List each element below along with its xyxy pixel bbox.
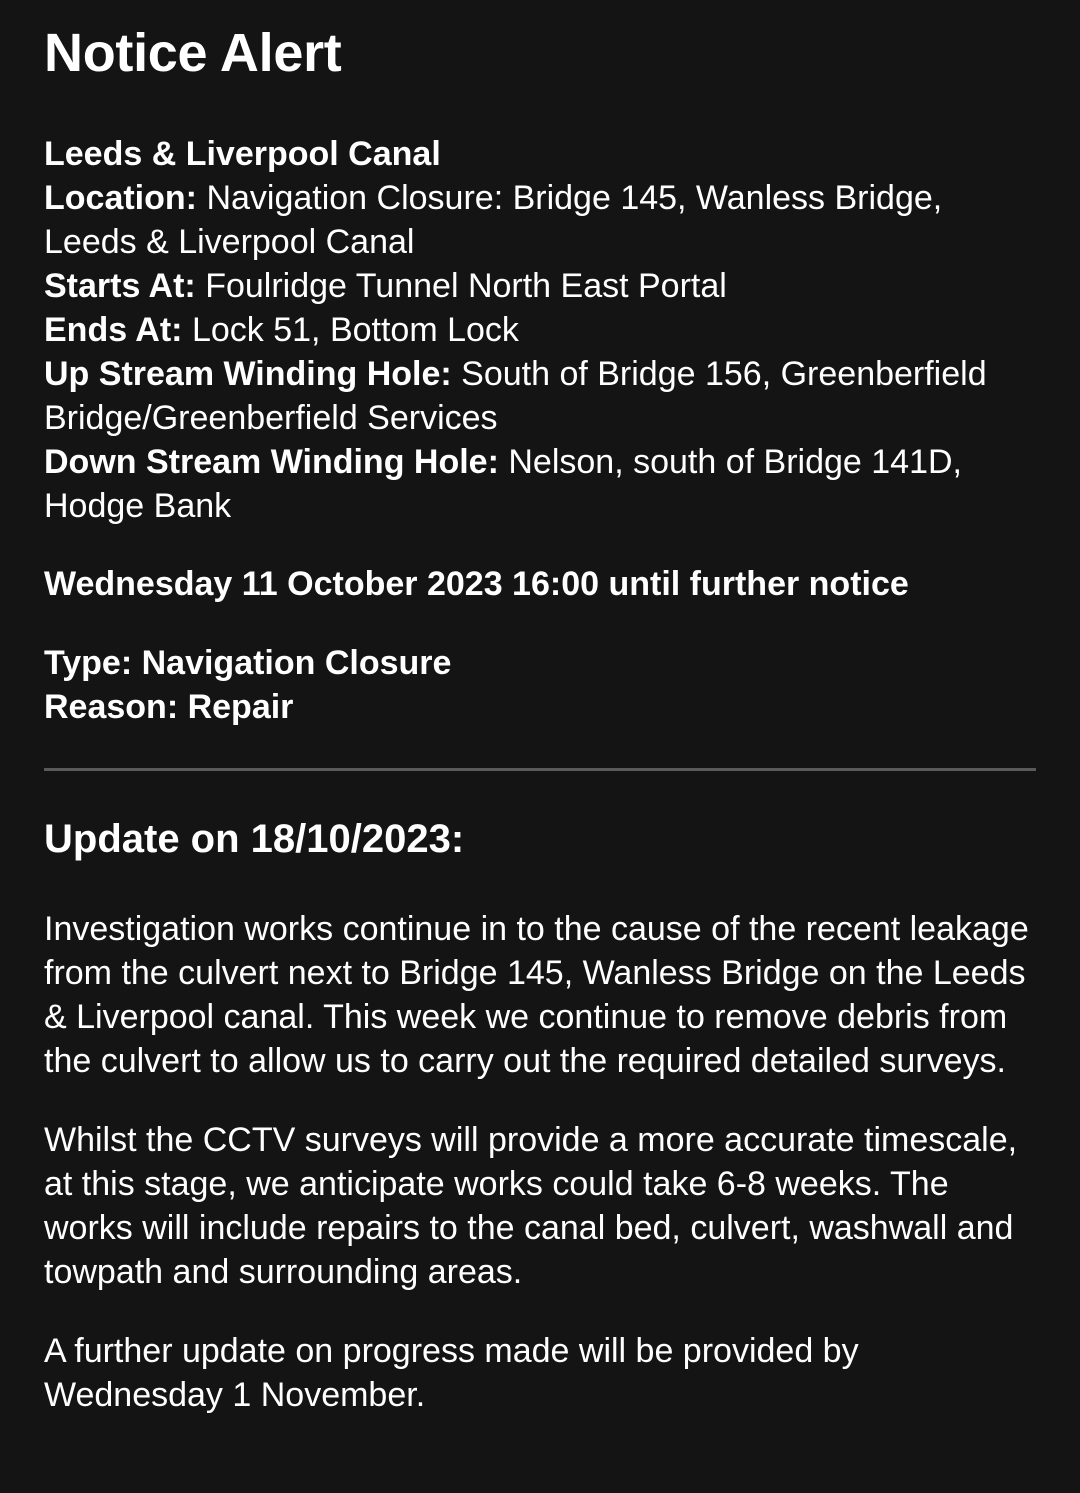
starts-label: Starts At: [44, 267, 196, 305]
downstream-value: Nelson, south of Bridge 141D, Hodge Bank [44, 443, 962, 525]
starts-value: Foulridge Tunnel North East Portal [205, 267, 727, 305]
update-paragraph: Whilst the CCTV surveys will provide a more accurate timescale, at this stage, we anticipate works could take 6-8 weeks. The works will include repairs to the canal bed, culvert, washwall and towpath and surrounding areas. [44, 1121, 1018, 1291]
starts-row [44, 264, 1036, 308]
upstream-label: Up Stream Winding Hole: [44, 355, 452, 393]
date-range: Wednesday 11 October 2023 16:00 until further notice [44, 565, 909, 603]
downstream-row [44, 440, 1036, 528]
ends-row [44, 308, 1036, 352]
ends-value: Lock 51, Bottom Lock [191, 311, 519, 349]
location-row [44, 176, 1036, 264]
page-title: Notice Alert [44, 23, 342, 83]
type-reason-block [44, 641, 1036, 729]
downstream-label: Down Stream Winding Hole: [44, 443, 499, 481]
ends-label: Ends At: [44, 311, 183, 349]
location-label: Location: [44, 179, 197, 217]
canal-name: Leeds & Liverpool Canal [44, 135, 441, 173]
notice-details [44, 132, 1036, 528]
update-paragraph: Investigation works continue in to the cause of the recent leakage from the culvert next to Bridge 145, Wanless Bridge on the Leeds & Liverpool canal. This week we continue to remove debris from the culvert to allow us to carry out the required detailed surveys. [44, 910, 1029, 1080]
location-value: Navigation Closure: Bridge 145, Wanless Bridge, Leeds & Liverpool Canal [44, 179, 943, 261]
type-line: Type: Navigation Closure [44, 644, 452, 682]
section-divider [44, 768, 1036, 771]
reason-line: Reason: Repair [44, 688, 294, 726]
update-heading: Update on 18/10/2023: [44, 817, 465, 861]
update-paragraph: A further update on progress made will be provided by Wednesday 1 November. [44, 1332, 859, 1414]
upstream-row [44, 352, 1036, 440]
upstream-value: South of Bridge 156, Greenberfield Bridge/Greenberfield Services [44, 355, 987, 437]
